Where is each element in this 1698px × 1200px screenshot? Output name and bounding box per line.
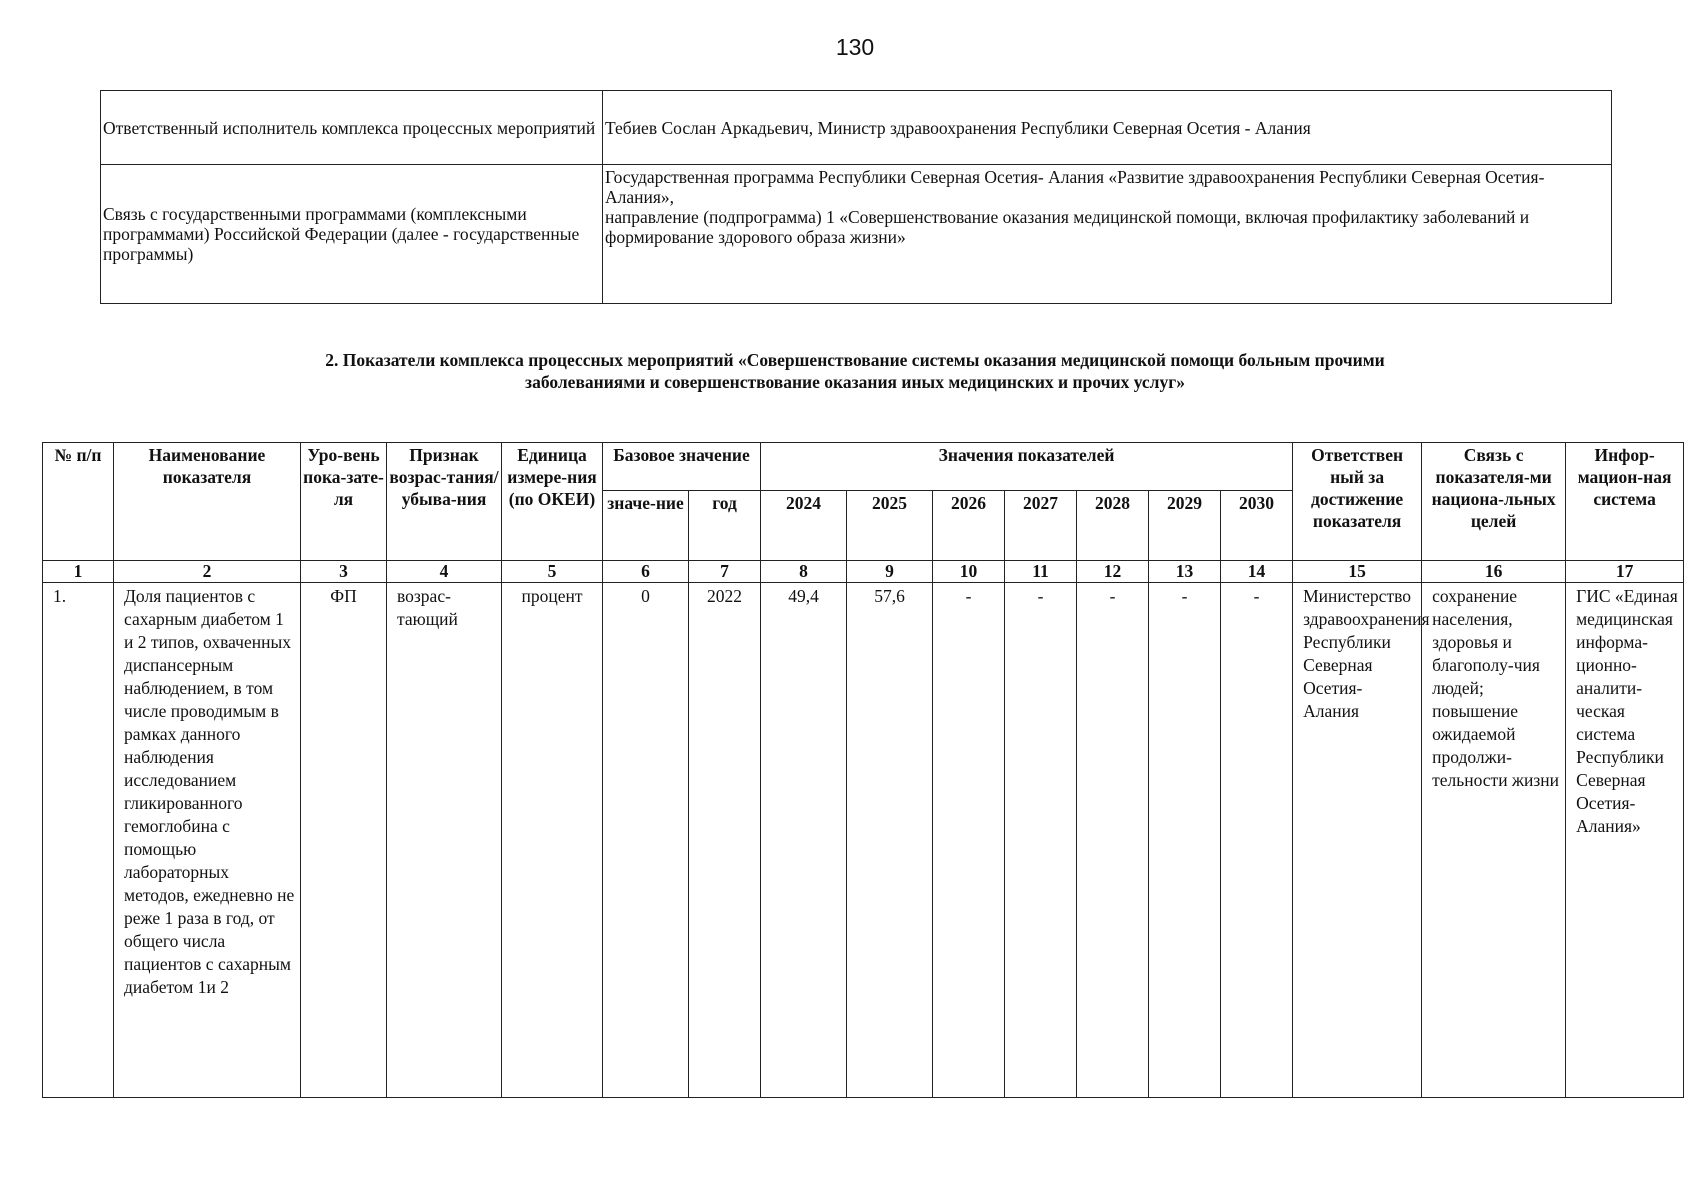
header-base: Базовое значение <box>603 443 761 491</box>
page-number: 130 <box>835 34 875 60</box>
info-label-programs: Связь с государственными программами (комплексными программами) Российской Федерации (далее - государственные программы) <box>101 165 603 304</box>
header-goals: Связь с показателя-ми национа-льных целей <box>1422 443 1566 561</box>
section-heading <box>0 349 1698 393</box>
header-year-2026: 2026 <box>933 491 1005 561</box>
header-level: Уро-вень пока-зате-ля <box>301 443 387 561</box>
header-num: № п/п <box>43 443 114 561</box>
section-heading-line-2: заболеваниями и совершенствование оказания иных медицинских и прочих услуг» <box>525 372 1185 392</box>
column-number: 6 <box>603 561 689 583</box>
header-year-2030: 2030 <box>1221 491 1293 561</box>
info-label-executor: Ответственный исполнитель комплекса процессных мероприятий <box>101 91 603 165</box>
info-value-executor <box>603 91 1612 165</box>
column-number: 2 <box>114 561 301 583</box>
cell-responsible: Министерство здравоохранения Республики Северная Осетия-Алания <box>1293 583 1422 1098</box>
column-number: 17 <box>1566 561 1684 583</box>
column-number: 8 <box>761 561 847 583</box>
column-number: 9 <box>847 561 933 583</box>
indicator-table <box>42 442 1684 1098</box>
cell-unit: процент <box>502 583 603 1098</box>
column-number: 4 <box>387 561 502 583</box>
cell-value-2029: - <box>1149 583 1221 1098</box>
cell-level: ФП <box>301 583 387 1098</box>
header-values: Значения показателей <box>761 443 1293 491</box>
header-year-2029: 2029 <box>1149 491 1221 561</box>
column-number: 3 <box>301 561 387 583</box>
column-number: 10 <box>933 561 1005 583</box>
info-value-programs <box>603 165 1612 304</box>
header-name: Наименование показателя <box>114 443 301 561</box>
column-number: 15 <box>1293 561 1422 583</box>
cell-trend: возрас-тающий <box>387 583 502 1098</box>
cell-value-2024: 49,4 <box>761 583 847 1098</box>
column-number: 5 <box>502 561 603 583</box>
column-number: 1 <box>43 561 114 583</box>
header-year-2025: 2025 <box>847 491 933 561</box>
cell-base-year: 2022 <box>689 583 761 1098</box>
cell-num: 1. <box>43 583 114 1098</box>
info-value-programs-line-1: Государственная программа Республики Северная Осетия- Алания «Развитие здравоохранения Республики Северная Осетия-Алания», <box>605 167 1545 207</box>
info-row-executor <box>101 91 1612 165</box>
info-row-programs <box>101 165 1612 304</box>
header-trend: Признак возрас-тания/ убыва-ния <box>387 443 502 561</box>
cell-value-2027: - <box>1005 583 1077 1098</box>
header-year-2024: 2024 <box>761 491 847 561</box>
cell-value-2030: - <box>1221 583 1293 1098</box>
header-year-2028: 2028 <box>1077 491 1149 561</box>
cell-value-2025: 57,6 <box>847 583 933 1098</box>
header-row-1 <box>43 443 1684 491</box>
column-number: 7 <box>689 561 761 583</box>
cell-indicator-name: Доля пациентов с сахарным диабетом 1 и 2 типов, охваченных диспансерным наблюдением, в том числе проводимым в рамках данного наблюдения исследованием гликированного гемоглобина с помощью лабораторных методов, ежедневно не реже 1 раза в год, от общего числа пациентов с сахарным диабетом 1и 2 <box>114 583 301 1098</box>
cell-national-goals: сохранение населения, здоровья и благополу-чия людей; повышение ожидаемой продолжи-тельности жизни <box>1422 583 1566 1098</box>
column-number: 13 <box>1149 561 1221 583</box>
section-heading-line-1: 2. Показатели комплекса процессных мероприятий «Совершенствование системы оказания медицинской помощи больным прочими <box>325 350 1385 370</box>
header-base-value: значе-ние <box>603 491 689 561</box>
header-base-year: год <box>689 491 761 561</box>
info-value-executor-line: Тебиев Сослан Аркадьевич, Министр здравоохранения Республики Северная Осетия - Алания <box>605 117 1311 138</box>
column-number: 16 <box>1422 561 1566 583</box>
header-info-system: Инфор-мацион-ная система <box>1566 443 1684 561</box>
header-unit: Единица измере-ния (по ОКЕИ) <box>502 443 603 561</box>
cell-base-value: 0 <box>603 583 689 1098</box>
info-value-programs-line-2: направление (подпрограмма) 1 «Совершенствование оказания медицинской помощи, включая профилактику заболеваний и формирование здорового образа жизни» <box>605 207 1530 247</box>
column-number: 11 <box>1005 561 1077 583</box>
program-info-table <box>100 90 1612 304</box>
header-responsible: Ответствен ный за достижение показателя <box>1293 443 1422 561</box>
column-number-row <box>43 561 1684 583</box>
table-row <box>43 583 1684 1098</box>
column-number: 14 <box>1221 561 1293 583</box>
cell-info-system: ГИС «Единая медицинская информа-ционно-аналити-ческая система Республики Северная Осетия-Алания» <box>1566 583 1684 1098</box>
header-year-2027: 2027 <box>1005 491 1077 561</box>
cell-value-2028: - <box>1077 583 1149 1098</box>
cell-value-2026: - <box>933 583 1005 1098</box>
column-number: 12 <box>1077 561 1149 583</box>
